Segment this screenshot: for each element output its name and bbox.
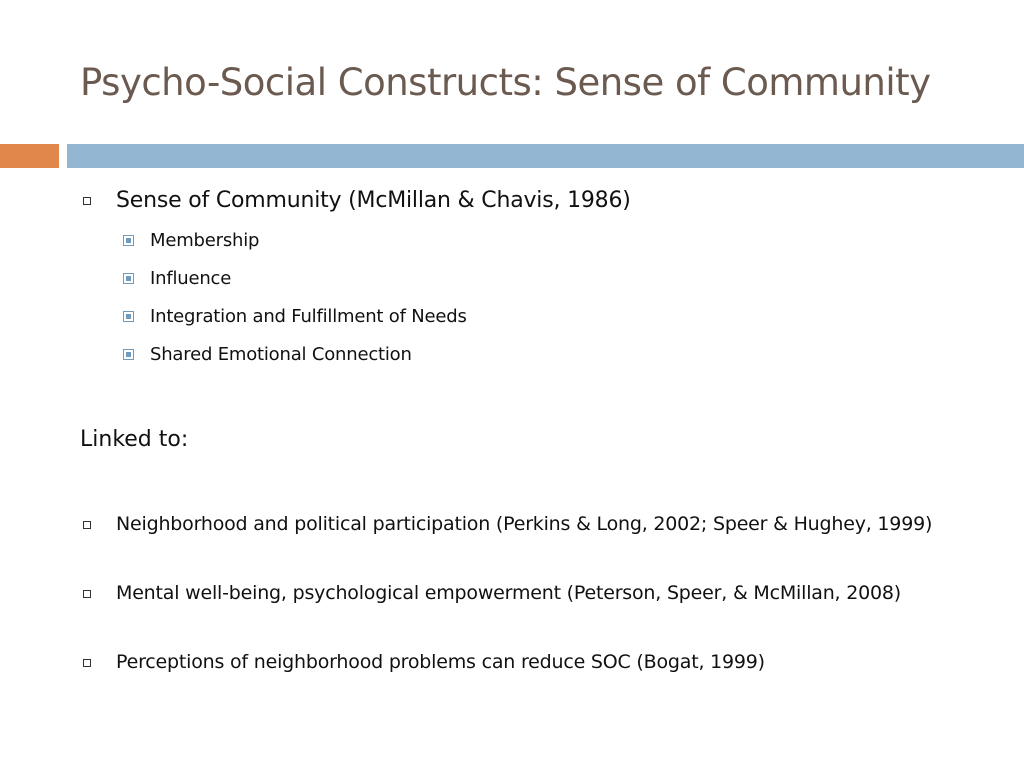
filled-square-bullet-icon xyxy=(123,349,134,360)
slide-title: Psycho-Social Constructs: Sense of Community xyxy=(80,61,931,104)
sub-bullet-text: Influence xyxy=(150,268,232,289)
filled-square-bullet-icon xyxy=(123,311,134,322)
sub-bullet-text: Shared Emotional Connection xyxy=(150,344,412,365)
hollow-square-bullet-icon xyxy=(83,521,91,529)
accent-bar xyxy=(0,144,59,168)
hollow-square-bullet-icon xyxy=(83,197,91,205)
linked-to-label: Linked to: xyxy=(80,427,189,452)
hollow-square-bullet-icon xyxy=(83,590,91,598)
hollow-square-bullet-icon xyxy=(83,659,91,667)
filled-square-bullet-icon xyxy=(123,235,134,246)
sub-bullet-text: Membership xyxy=(150,230,260,251)
linked-bullet-text: Mental well-being, psychological empowerment (Peterson, Speer, & McMillan, 2008) xyxy=(116,582,901,604)
filled-square-bullet-icon xyxy=(123,273,134,284)
header-bar xyxy=(67,144,1024,168)
linked-bullet-text: Neighborhood and political participation (Perkins & Long, 2002; Speer & Hughey, 1999) xyxy=(116,513,933,535)
main-bullet-text: Sense of Community (McMillan & Chavis, 1986) xyxy=(116,188,631,213)
linked-bullet-text: Perceptions of neighborhood problems can reduce SOC (Bogat, 1999) xyxy=(116,651,765,673)
sub-bullet-text: Integration and Fulfillment of Needs xyxy=(150,306,467,327)
